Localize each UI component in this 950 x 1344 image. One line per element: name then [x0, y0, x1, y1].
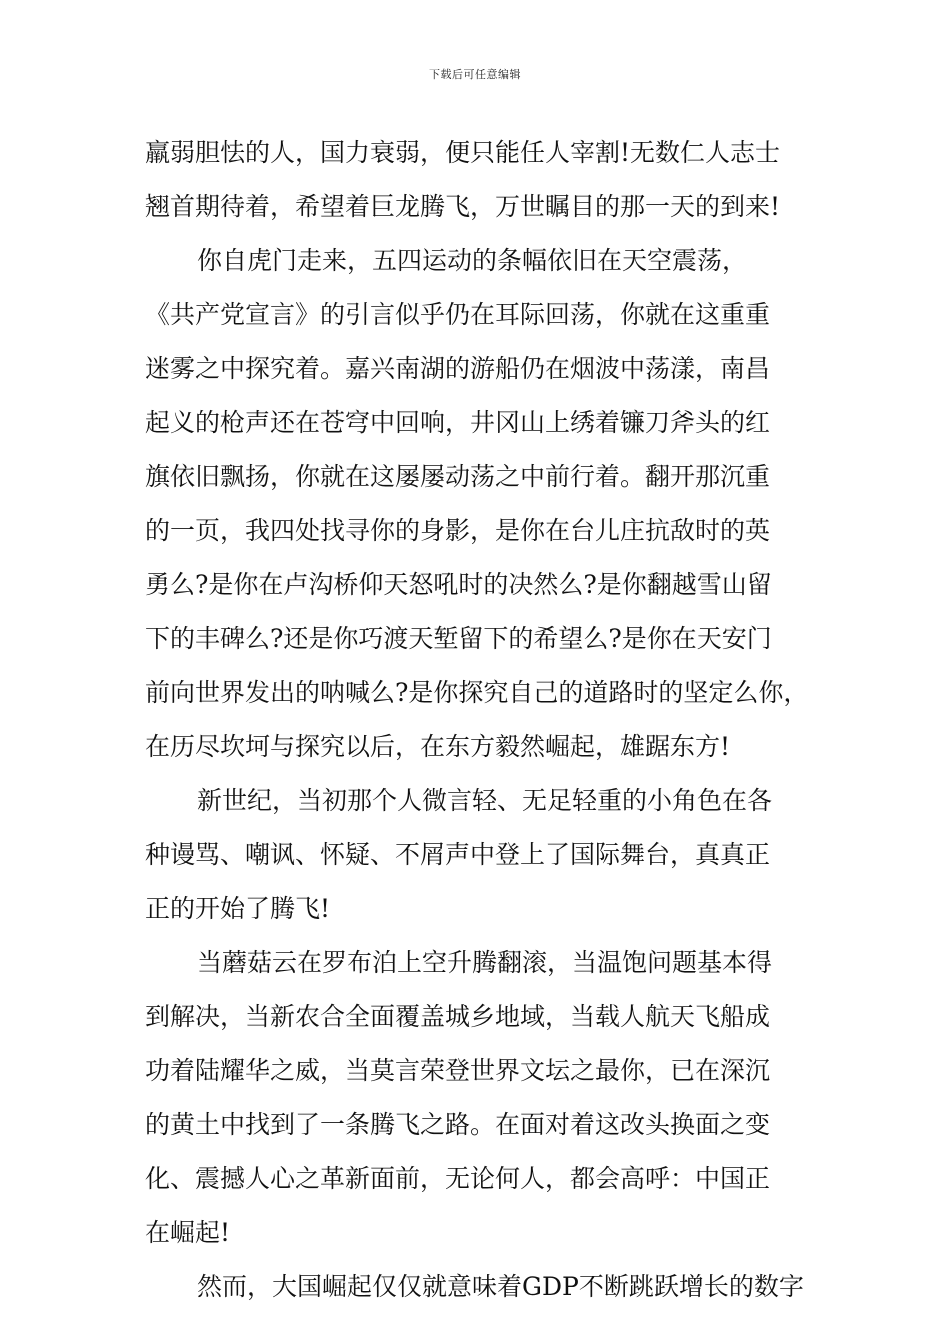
text-line: 到解决，当新农合全面覆盖城乡地域，当载人航天飞船成: [145, 1002, 771, 1031]
text-line: 然而，大国崛起仅仅就意味着GDP不断跳跃增长的数字: [197, 1272, 804, 1301]
text-line: 在崛起!: [145, 1218, 231, 1247]
text-line: 种谩骂、嘲讽、怀疑、不屑声中登上了国际舞台，真真正: [145, 840, 771, 869]
text-line: 勇么?是你在卢沟桥仰天怒吼时的决然么?是你翻越雪山留: [145, 570, 772, 599]
text-line: 新世纪，当初那个人微言轻、无足轻重的小角色在各: [197, 786, 773, 815]
text-line: 旗依旧飘扬，你就在这屡屡动荡之中前行着。翻开那沉重: [145, 462, 771, 491]
text-line: 化、震撼人心之革新面前，无论何人，都会高呼：中国正: [145, 1164, 771, 1193]
text-line: 起义的枪声还在苍穹中回响，井冈山上绣着镰刀斧头的红: [145, 408, 771, 437]
text-line: 的一页，我四处找寻你的身影，是你在台儿庄抗敌时的英: [145, 516, 771, 545]
text-line: 正的开始了腾飞!: [145, 894, 331, 923]
text-line: 《共产党宣言》的引言似乎仍在耳际回荡，你就在这重重: [145, 300, 771, 329]
text-line: 翘首期待着，希望着巨龙腾飞，万世瞩目的那一天的到来!: [145, 192, 781, 221]
text-line: 前向世界发出的呐喊么?是你探究自己的道路时的坚定么你，: [145, 678, 809, 707]
text-line: 迷雾之中探究着。嘉兴南湖的游船仍在烟波中荡漾，南昌: [145, 354, 771, 383]
text-line: 在历尽坎坷与探究以后，在东方毅然崛起，雄踞东方!: [145, 732, 731, 761]
text-line: 的黄土中找到了一条腾飞之路。在面对着这改头换面之变: [145, 1110, 771, 1139]
text-line: 下的丰碑么?还是你巧渡天堑留下的希望么?是你在天安门: [145, 624, 772, 653]
text-line: 羸弱胆怯的人，国力衰弱，便只能任人宰割!无数仁人志士: [145, 138, 781, 167]
text-line: 当蘑菇云在罗布泊上空升腾翻滚，当温饱问题基本得: [197, 948, 773, 977]
text-line: 你自虎门走来，五四运动的条幅依旧在天空震荡，: [197, 246, 748, 275]
text-line: 功着陆耀华之威，当莫言荣登世界文坛之最你，已在深沉: [145, 1056, 771, 1085]
page-header: 下载后可任意编辑: [429, 68, 521, 81]
body-text: [145, 126, 815, 1314]
